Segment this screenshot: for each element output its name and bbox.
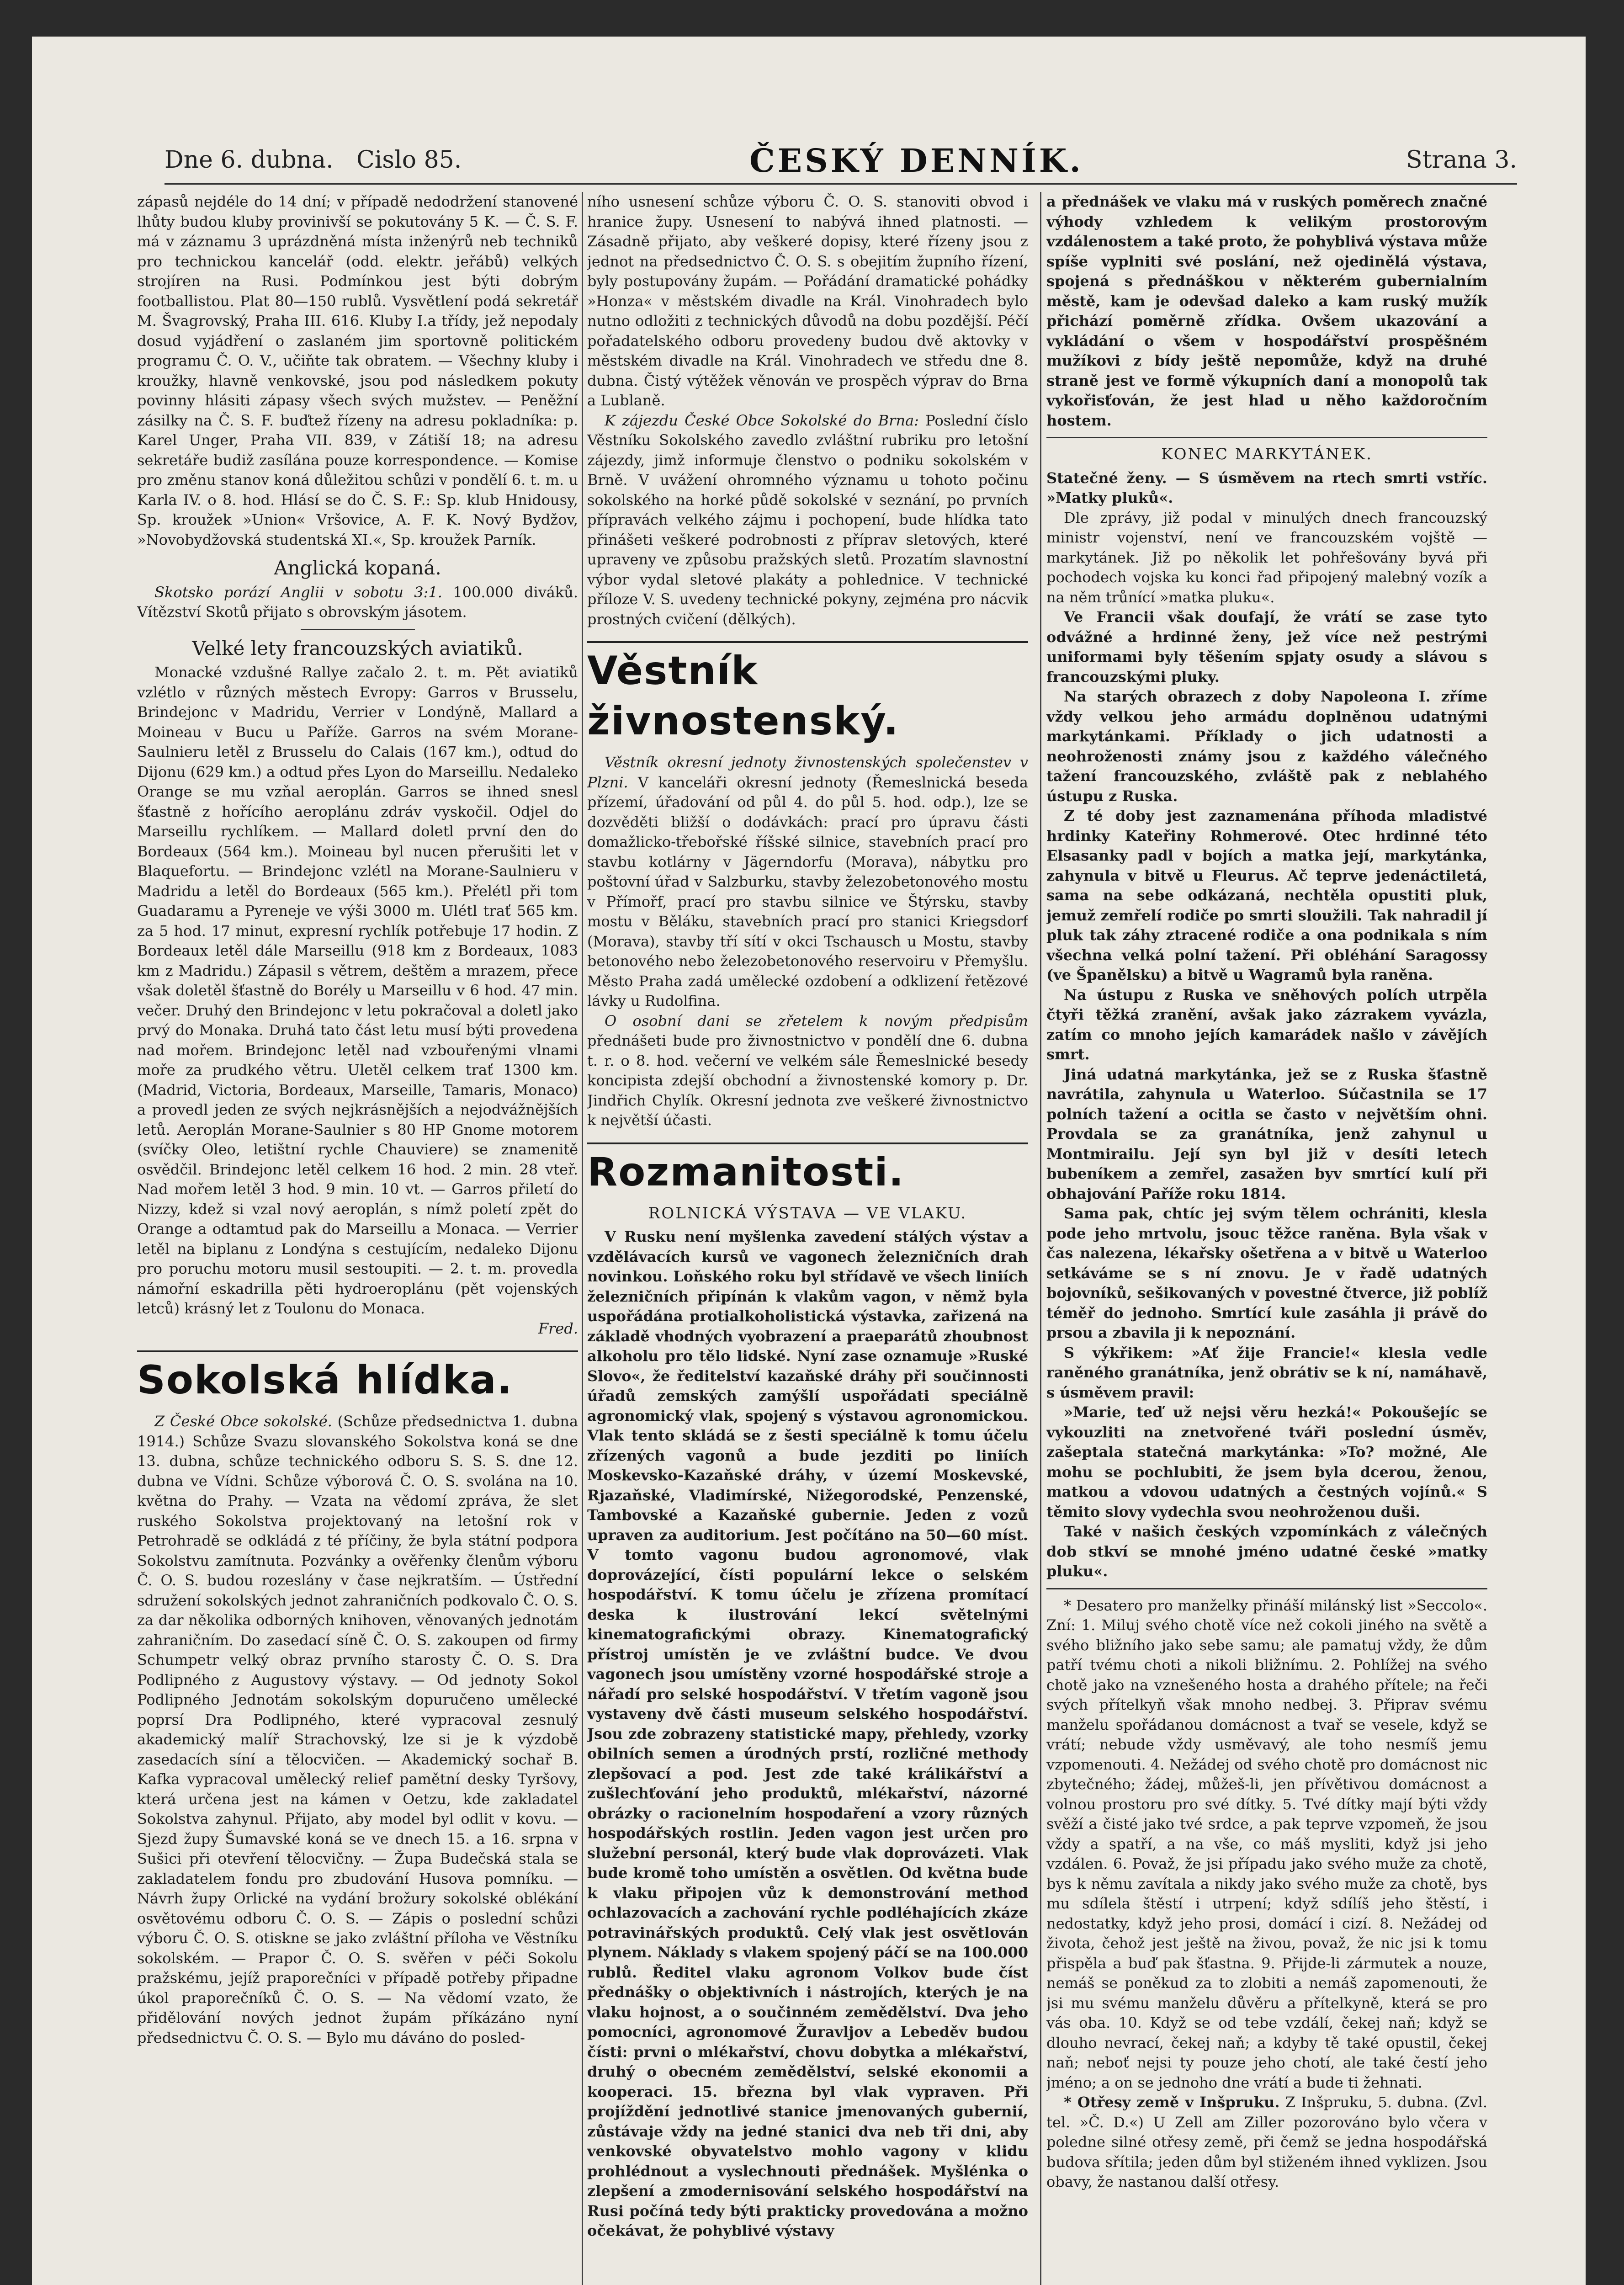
column-3 <box>1046 192 1487 2285</box>
brno-paragraph <box>587 411 1028 630</box>
banner-rozmanitosti: Rozmanitosti. <box>587 1142 1028 1197</box>
desatero-paragraph: * Desatero pro manželky přináší milánský list »Seccolo«. Zní: 1. Miluj svého chotě více než cokoli jiného na světě a svého bližního jako sebe samu; ale pamatuj vždy, že dům patří tvému choti a nikoli bližnímu. 2. Pohlížej na svého chotě jako na vznešeného hosta a drahého přítele; na řeči svých přítelkyň však mnoho nedbej. 3. Připrav svému manželu spořádanou domácnost a tvař se vesele, když se vrátí; nebude vždy usměvavý, ale toho nesmíš jemu vzpomenouti. 4. Nežádej od svého chotě pro domácnost nic zbytečného; žádej, můžeš-li, jen přívětivou domácnost a volnou prostoru pro své dítky. 5. Tvé dítky mají býti vždy svěží a čisté jako tvé srdce, a pak teprve vzpomeň, že jsou vždy a spatří, a na vše, co máš mysliti, když jsi jeho vzdálen. 6. Považ, že jsi případu jako svého muže za chotě, bys k němu zavítala a nikdy jako svého muže za chotě, bys mu sdílela štěstí i utrpení; když sdílíš jeho štěstí, i nedostatky, když jeho prosi, domácí i cizí. 8. Nežádej od života, čehož jest ještě na živou, považ, že nic jsi k tomu přispěla a buď pak šťastna. 9. Přijde-li zármutek a nouze, nemáš se poněkud za to zlobiti a nemáš zapomenouti, že jsi mu svému manželu důvěru a přítelkyně, která se pro vás oba. 10. Když se od tebe vzdálí, čekej naň; když se dlouho nevrací, čekej naň; a kdyby tě také opustil, čekej naň; neboť nejsi ty pouze jeho chotí, ale také čestí jeho jméno; a on se jednoho dne vrátí a bude ti žehnati. <box>1046 1596 1487 2091</box>
konec-paragraph: Jiná udatná markytánka, jež se z Ruska šťastně navrátila, zahynula u Waterloo. Súčastnila se 17 polních tažení a ocitla se často v největším ohni. Provdala se za granátníka, jenž zahynul u Montmirailu. Její syn byl již v desíti letech bubeníkem a zemřel, zasažen byv smrtící kulí při obhajování Paříže roku 1814. <box>1046 1065 1487 1202</box>
rolnicka-paragraph: V Rusku není myšlenka zavedení stálých výstav a vzdělávacích kursů ve vagonech železničních drah novinkou. Loňského roku byl střídavě ve všech liniích železničních připínán k vlakům vagon, v němž byla uspořádána protialkoholistická výstavka, zařizená na základě vhodných vyobrazení a praeparátů zhoubnost alkoholu pro tělo lidské. Nyní zase oznamuje »Ruské Slovo«, že ředitelství kazaňské dráhy při součinnosti úřadů zemských zamýšlí uspořádati speciálně agronomický vlak, spojený s výstavou agronomickou. Vlak tento skládá se z šesti speciálně k tomu účelu zřízených vagonů a bude jezditi po liniích Moskevsko-Kazaňské dráhy, v území Moskevské, Rjazaňské, Vladimírské, Nižegorodské, Penzenské, Tambovské a Kazaňské gubernie. Jeden z vozů upraven za auditorium. Jest počítáno na 50—60 míst. V tomto vagonu budou agronomové, vlak doprovázející, čísti populární lekce o selském hospodářství. K tomu účelu je zřízena promítací deska k ilustrování lekcí světelnými kinematografickými obrazy. Kinematografický přístroj umístěn je ve zvláštní budce. Ve dvou vagonech jsou umístěny vzorné hospodářské stroje a nářadí pro selské hospodářství. V třetím vagoně jsou vystaveny dvě části museum selského hospodářství. Jsou zde zobrazeny statistické mapy, přehledy, vzorky obilních semen a úrodných prstí, rozličné methody zlepšovací a pod. Jest zde také králikářství a zušlechťování jeho produktů, mlékařství, názorné obrázky o racionelním hospodaření a vzory různých hospodářských rostlin. Jeden vagon jest určen pro služební personál, který bude vlak doprovázeti. Vlak bude kromě toho umístěn a osvětlen. Od května bude k vlaku připojen vůz k demonstrování method ochlazovacích a zachování rychle podléhajících zkáze potravinářských produktů. Celý vlak jest osvětlován plynem. Náklady s vlakem spojený páčí se na 100.000 rublů. Ředitel vlaku agronom Volkov bude číst přednášky o objektivních i nástrojích, kterých je na vlaku hojnost, a o součinném zemědělství. Dva jeho pomocníci, agronomové Žuravljov a Lebeděv budou čísti: prvni o mlékařství, chovu dobytka a mlékařství, druhý o obecném zemědělství, selské ekonomii a kooperaci. 15. března byl vlak vypraven. Při projíždění jednotlivé stanice jmenovaných gubernií, zůstávaje vždy na jedné stanici dva neb tři dni, aby venkovské obyvatelstvo mohlo vagony v klidu prohlédnout a vyslechnouti přednášek. Myšlénka o zlepšení a zmodernisování selského hospodářství na Rusi počíná tedy býti prakticky provedována a možno očekávat, že pohyblivé výstavy <box>587 1228 1028 2239</box>
zivno2-text: přednášeti bude pro živnostnictvo v pondělí dne 6. dubna t. r. o 8. hod. večerní ve velkém sále Řemeslnické besedy koncipista zdejší obchodní a živnostenské komory p. Dr. Jindřich Chylík. Okresní jednota zve veškeré živnostnictvo k největší účasti. <box>587 1032 1028 1129</box>
konec-paragraph: Dle zprávy, již podal v minulých dnech francouzský ministr vojenství, není ve francouzském vojště — markytánek. Již po několik let pohřešovány byvá při pochodech vojska ku konci řad připojený malebný vozík a na něm trůnící »matka pluku«. <box>1046 509 1487 606</box>
sokol-text: (Schůze předsednictva 1. dubna 1914.) Schůze Svazu slovanského Sokolstva koná se dne 13. dubna, schůze technického odboru S. S. S. dne 12. dubna ve Vídni. Schůze výborová Č. O. S. svolána na 10. května do Prahy. — Vzata na vědomí zpráva, že slet ruského Sokolstva projektovaný na letošní rok v Petrohradě se odkládá z té příčiny, že byla státní podpora Sokolstvu zamítnuta. Pozvánky a ověřenky členům výboru Č. O. S. budou rozeslány v čase nejkratším. — Ústřední sdružení sokolských jednot zahraničních podkovalo Č. O. S. za dar několika odborných knihoven, věnovaných jednotám zahraničním. Do zasedací síně Č. O. S. zakoupen od firmy Schumpetr velký obraz prvního starosty Č. O. S. Dra Podlipného z Augustovy výstavy. — Od jednoty Sokol Podlipného Jednotám sokolským dopuručeno umělecké poprsí Dra Podlipného, které vypracoval zesnulý akademický malíř Strachovský, lze si je k výzdobě zasedacích síní a tělocvičen. — Akademický sochař B. Kafka vypracoval umělecký relief pamětní desky Tyršovy, která určena jest na kámen v Oetzu, kde zakladatel Sokolstva zahynul. Přijato, aby model byl odlit v kovu. — Sjezd župy Šumavské koná se ve dnech 15. a 16. srpna v Sušici při otevření tělocvičny. — Župa Budečská stala se zakladatelem fondu pro zbudování Husova pomníku. — Návrh župy Orlické na vydání brožury sokolské oblékání osvětovému odboru Č. O. S. — Zápis o poslední schůzi výboru Č. O. S. otiskne se jako zvláštní příloha ve Věstníku sokolském. — Prapor Č. O. S. svěřen v péči Sokolu pražskému, jejíž praporečníci v případě potřeby připadne úkol praporečníků Č. O. S. — Na vědomí vzato, že přidělování nových jednot župám příkázáno nyní předsednictvu Č. O. S. — Bylo mu dáváno do posled- <box>137 1413 578 2046</box>
column-2 <box>587 192 1028 2285</box>
sokol-lead: Z České Obce sokolské. <box>154 1413 332 1430</box>
zivno-lead: Věstník okresní jednoty živnostenských společenstev v Plzni. <box>587 754 1028 791</box>
section-divider <box>301 629 415 630</box>
section-divider <box>1046 437 1487 438</box>
column-rule <box>582 192 583 2285</box>
banner-sokolska-hlidka: Sokolská hlídka. <box>137 1350 578 1405</box>
zivno-text: V kanceláři okresní jednoty (Řemeslnická beseda přízemí, úřadování od půl 4. do půl 5. hod. odp.), lze se dozvěděti bližší o dodávkách: prací pro úpravu části domažlicko-třebořské říšské silnice, stavebních prací pro stavbu kotlárny v Jägerndorfu (Morava), nábytku pro poštovní úřad v Salzburku, stavby železobetonového mostu v Přímořf, prací pro stavbu silnice ve Štýrsku, stavby mostu v Běláku, stavebních prací pro stanici Kriegsdorf (Morava), stavby tří sítí v okci Tschausch u Mostu, stavby betonového nebo železobetonového reservoiru v Přemyšlu. Město Praha zadá umělecké ozdobení a odklizení řetězové lávky u Rudolfina. <box>587 773 1028 1010</box>
lety-paragraph: Monacké vzdušné Rallye začalo 2. t. m. Pět aviatiků vzlétlo v různých městech Evropy: Garros v Brusselu, Brindejonc v Madridu, Verrier v Londýně, Mallard a Moineau v Bucu u Paříže. Garros na svém Morane-Saulnieru letěl z Brusselu do Calais (167 km.), odtud do Dijonu (629 km.) a odtud přes Lyon do Marseillu. Nedaleko Orange se mu vzňal aeroplán. Garros se ihned snesl šťastně z hořícího aeroplánu zdráv vyskočil. Odjel do Marseillu rychlíkem. — Mallard doletl první den do Bordeaux (564 km.). Moineau byl nucen přerušiti let v Blaquefortu. — Brindejonc vzlétl na Morane-Saulnieru v Madridu a letěl do Bordeaux (565 km.). Přelétl při tom Guadaramu a Pyreneje ve výši 3000 m. Ulétl trať 565 km. za 5 hod. 17 minut, expresní rychlík potřebuje 17 hodin. Z Bordeaux letěl dále Marseillu (918 km z Bordeaux, 1083 km z Madridu.) Zápasil s větrem, deštěm a mrazem, přece však doletěl šťastně do Borély u Marseillu v 6 hod. 47 min. večer. Druhý den Brindejonc v letu pokračoval a doletl jako prvý do Monaka. Druhá tato část letu musí býti provedena nad mořem. Brindejonc letěl nad vzbouřenými vlnami moře za prudkého větru. Uletěl celkem trať 1300 km. (Madrid, Victoria, Bordeaux, Marseille, Tamaris, Monaco) a provedl jeden ze svých nejkrásnějších a nejodvážnějších letů. Aeroplán Morane-Saulnier s 80 HP Gnome motorem (svíčky Oleo, letištní rychle Chauviere) se znamenitě osvědčil. Brindejonc letěl celkem 16 hod. 2 min. 28 vteř. Nad mořem letěl 3 hod. 9 min. 10 vt. — Garros přiletí do Nizzy, kdež si vzal nový aeroplán, s nímž poletí zpět do Orange a odtamtud pak do Marseillu a Monaca. — Verrier letěl na biplanu z Londýna s cestujícím, nedaleko Dijonu pro poruchu motoru musil sestoupiti. — 2. t. m. provedla námořní eskadrilla pěti hydroeroplánu (pět vojenských letců) krásný let z Toulonu do Monaca. <box>137 664 578 1317</box>
banner-vestnik-zivnostensky: Věstník živnostenský. <box>587 641 1028 746</box>
column-1 <box>137 192 578 2285</box>
innsbruck-lead: * Otřesy země v Inšpruku. <box>1064 2094 1280 2111</box>
konec-paragraph: Na starých obrazech z doby Napoleona I. zříme vždy velkou jeho armádu doplněnou udatnými markytánkami. Příklady o jich udatnosti a neohroženosti známy jsou z každého válečného tažení francouzského, zvláště pak z neblahého ústupu z Ruska. <box>1046 688 1487 805</box>
konec-paragraph: »Marie, teď už nejsi věru hezká!« Pokoušejíc se vykouzliti na znetvořené tváři poslední úsměv, zašeptala statečná markytánka: »To? možné, Ale mohu se pochlubiti, že jsem byla dcerou, ženou, matkou a vdovou udatných a čestných vojínů.« S těmito slovy vydechla svou neohroženou duši. <box>1046 1403 1487 1520</box>
header-issue-number: Cislo 85. <box>356 146 462 174</box>
sokol-paragraph <box>137 1412 578 2048</box>
anglicka-lead: Skotsko porází Anglii v sobotu 3:1. <box>154 583 442 601</box>
konec-subheading: Statečné ženy. — S úsměvem na rtech smrti vstříc. »Matky pluků«. <box>1046 469 1487 506</box>
brno-lead: K zájezdu České Obce Sokolské do Brna: <box>605 411 919 429</box>
konec-paragraph: S výkřikem: »Ať žije Francie!« klesla vedle raněného granátníka, jenž obrátiv se k ní, namáhavě, s úsměvem pravil: <box>1046 1344 1487 1401</box>
anglicka-paragraph <box>137 583 578 622</box>
heading-rolnicka-vystava: ROLNICKÁ VÝSTAVA — VE VLAKU. <box>648 1204 967 1222</box>
konec-paragraph: Ve Francii však doufají, že vrátí se zase tyto odvážné a hrdinné ženy, jež více než pestrými uniformami byly těšením spjaty osudy a slávou s francouzskými pluky. <box>1046 608 1487 686</box>
newspaper-page <box>32 37 1586 2285</box>
header-date: Dne 6. dubna. <box>165 146 334 174</box>
rolnicka-continued: a přednášek ve vlaku má v ruských poměrech značné výhody vzhledem k velikým prostorovým vzdálenostem a také proto, že pohyblivá výstava může spíše vyplniti své poslání, než ojedinělá výstava, spojená s přednáškou v některém gubernialním městě, kam je odevšad daleko a kam ruský mužík přichází poměrně zřídka. Ovšem ukazování a vykládání o všem v hospodářství prospěšném mužíkovi z bídy ještě nepomůže, když na druhé straně jest ve formě výkupních daní a monopolů tak vykořisťován, že jest hlad u něho každoročním hostem. <box>1046 193 1487 429</box>
sport-paragraph: zápasů nejdéle do 14 dní; v případě nedodržení stanovené lhůty budou kluby provinivší se pokutovány 5 K. — Č. S. F. má v záznamu 3 uprázdněná místa inženýrů neb techniků pro technickou kancelář (odd. elektr. jeřábů) velkých strojíren na Rusi. Podmínkou jest býti dobrým footballistou. Plat 80—150 rublů. Vysvětlení podá sekretář M. Švagrovský, Praha III. 616. Kluby I.a třídy, jež nepodaly dosud vyjádření o zaslaném jim sportovně politickém programu Č. O. V., učiňte tak obratem. — Všechny kluby i kroužky, hlavně venkovské, jsou pod následkem pokuty povinny hlásiti zápasy všech svých mužstev. — Peněžní zásilky na Č. S. F. buďtež řízeny na adresu pokladníka: p. Karel Unger, Praha VII. 839, v Zátiší 18; na adresu sekretáře budiž zasílána pouze korrespondence. — Komise pro změnu stanov koná důležitou schůzi v pondělí 6. t. m. u Karla IV. o 8. hod. Hlásí se do Č. S. F.: Sp. klub Hnidousy, Sp. kroužek »Union« Vršovice, A. F. K. Nový Bydžov, »Novobydžovská studentská XI.«, Sp. kroužek Parník. <box>137 193 578 548</box>
zivno2-lead: O osobní dani se zřetelem k novým předpisům <box>605 1012 1028 1030</box>
section-divider <box>1046 1588 1487 1589</box>
signature-fred: Fred. <box>538 1319 578 1337</box>
anglicka-text: 100.000 diváků. Vítězství Skotů přijato s obrovským jásotem. <box>137 583 578 621</box>
zivno-paragraph <box>587 753 1028 1011</box>
header-page-number: Strana 3. <box>1406 146 1517 174</box>
brno-text: Poslední číslo Věstníku Sokolského zavedlo zvláštní rubriku pro letošní zájezdy, jimž informuje členstvo o podniku sokolském v Brně. V uvážení ohromného významu u tohoto počinu sokolského na horké půdě sokolské v seznání, po prvních přípravách velkého zájmu i pochopení, bude hlídka tato přinášeti veškeré podrobnosti z příprav sletových, které upraveny ve způsobu pražských sletů. Prozatím slavnostní výbor vydal sletové plakáty a pohlednice. V technické příloze V. S. uvedeny technické pokyny, zejména pro nácvik prostných cvičení (dělkých). <box>587 411 1028 628</box>
konec-paragraph: Také v našich českých vzpomínkách z válečných dob stkví se mnohé jméno udatné české »matky pluku«. <box>1046 1523 1487 1580</box>
heading-velke-lety: Velké lety francouzských aviatiků. <box>192 637 523 659</box>
heading-anglicka-kopana: Anglická kopaná. <box>274 557 441 579</box>
column-rule <box>1040 192 1041 2285</box>
konec-paragraph: Na ústupu z Ruska ve sněhových polích utrpěla čtyři těžká zranění, avšak jako zázrakem vyvázla, zatím co mnoho jejích kamarádek našlo v závějích smrt. <box>1046 986 1487 1063</box>
newspaper-title: ČESKÝ DENNÍK. <box>749 142 1083 180</box>
konec-paragraph: Z té doby jest zaznamenána příhoda mladistvé hrdinky Kateřiny Rohmerové. Otec hrdinné této Elsasanky padl v bojích a matka její, markytánka, zahynula v bitvě u Fleurus. Ač teprve jedenáctiletá, sama na sebe odkázaná, nechtěla opustiti pluk, jemuž zemřelí rodiče po smrti sloužili. Tak nahradil jí pluk tak záhy ztracené rodiče a ona podnikala s ním všechna velká polní tažení. Při obléhání Saragossy (ve Španělsku) a bitvě u Wagramů byla raněna. <box>1046 807 1487 983</box>
sokol-continued: ního usnesení schůze výboru Č. O. S. stanoviti obvod i hranice župy. Usnesení to nabývá ihned platnosti. — Zásadně přijato, aby veškeré dopisy, které řízeny jsou z jednot na předsednictvo Č. O. S. s obejitím župního řízení, byly postupovány župám. — Pořádání dramatické pohádky »Honza« v městském divadle na Král. Vinohradech bylo nutno odložiti z technických důvodů na dobu pozdější. Péčí pořadatelského odboru provedeny budou dvě aktovky v městském divadle na Král. Vinohradech ve středu dne 8. dubna. Čistý výtěžek věnován ve prospěch výprav do Brna a Lublaně. <box>587 193 1028 409</box>
innsbruck-paragraph <box>1046 2093 1487 2192</box>
innsbruck-text: Z Inšpruku, 5. dubna. (Zvl. tel. »Č. D.«) U Zell am Ziller pozorováno bylo včera v poledne silné otřesy země, při čemž se jedna hospodářská budova sřítila; jeden dům byl stiženém ihned vyklizen. Jsou obavy, že nastanou další otřesy. <box>1046 2094 1487 2190</box>
heading-konec-markytanek: KONEC MARKYTÁNEK. <box>1161 445 1373 463</box>
zivno2-paragraph <box>587 1011 1028 1131</box>
konec-paragraph: Sama pak, chtíc jej svým tělem ochrániti, klesla pode jeho mrtvolu, jsouc těžce raněna. Byla však v čas nalezena, lékařsky ošetřena a v bitvě u Waterloo setkáváme se s ní znovu. Je v řadě udatných bojovníků, sešikovaných v povestné čtverce, již poblíž téměř do jednoho. Smrtící kule zasáhla ji právě do prsou a zbavila ji k nepoznání. <box>1046 1205 1487 1341</box>
page-header <box>165 142 1517 185</box>
